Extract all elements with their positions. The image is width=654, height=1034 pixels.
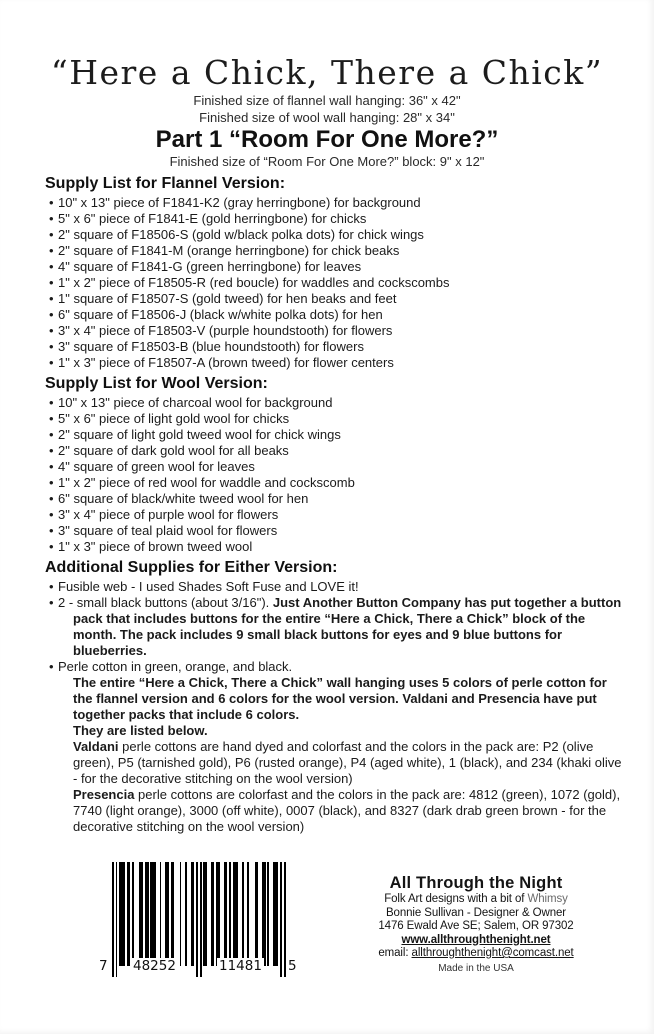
additional-section-heading: Additional Supplies for Either Version: [45, 559, 338, 576]
list-item: • 3" square of teal plaid wool for flowers [45, 523, 625, 539]
barcode-digit-left: 7 [99, 958, 108, 974]
email-label: email: [378, 947, 412, 959]
presencia-brand: Presencia [73, 787, 135, 802]
website-link: www.allthroughthenight.net [401, 933, 551, 946]
company-name: All Through the Night [389, 874, 563, 892]
barcode-digits-group2: 11481 [219, 958, 262, 974]
buttons-bold-text: Just Another Button Company has put together a button pack that includes buttons for the entire “Here a Chick, There a Chick” block of the month. The pack includes 9 small black buttons for eyes and 9 blue buttons for blueberries. [73, 595, 622, 658]
valdani-paragraph [73, 739, 625, 787]
list-item: • 10" x 13" piece of F1841-K2 (gray herringbone) for background [45, 195, 625, 211]
list-item: • 6" square of F18506-J (black w/white polka dots) for hen [45, 307, 625, 323]
presencia-colors: perle cottons are colorfast and the colors in the pack are: 4812 (green), 1072 (gold), 7740 (light orange), 3000 (off white), 0007 (black), and 8327 (dark drab green brown - for the decorative stitching on the wool version) [73, 787, 621, 834]
tagline-prefix: Folk Art designs with a bit of [384, 893, 528, 905]
perle-note-line: They are listed below. [73, 723, 208, 738]
list-item: • Fusible web - I used Shades Soft Fuse and LOVE it! [45, 579, 625, 595]
email-address: allthroughthenight@comcast.net [411, 947, 574, 959]
valdani-colors: perle cottons are hand dyed and colorfast and the colors in the pack are: P2 (olive green), P5 (tarnished gold), P6 (rusted orange), P4 (aged white), 1 (black), and 234 (khaki olive - for the decorative stitching on the wool version) [73, 739, 622, 786]
address-line: 1476 Ewald Ave SE; Salem, OR 97302 [378, 920, 574, 932]
presencia-paragraph [73, 787, 625, 835]
company-info [332, 874, 620, 975]
designer-line: Bonnie Sullivan - Designer & Owner [385, 906, 567, 919]
list-item: • 2" square of F18506-S (gold w/black polka dots) for chick wings [45, 227, 625, 243]
list-item: • 5" x 6" piece of F1841-E (gold herringbone) for chicks [45, 211, 625, 227]
list-item: • 5" x 6" piece of light gold wool for chicks [45, 411, 625, 427]
barcode-digits-group1: 48252 [133, 958, 176, 974]
flannel-size-line: Finished size of flannel wall hanging: 36" x 42" [193, 93, 461, 108]
list-item: • 2" square of F1841-M (orange herringbone) for chick beaks [45, 243, 625, 259]
upc-barcode [99, 862, 297, 977]
list-item: • 1" x 2" piece of F18505-R (red boucle) for waddles and cockscombs [45, 275, 625, 291]
list-item: • 2" square of dark gold wool for all beaks [45, 443, 625, 459]
list-item: • 10" x 13" piece of charcoal wool for background [45, 395, 625, 411]
header [0, 0, 654, 170]
list-item: • 1" x 3" piece of F18507-A (brown tweed) for flower centers [45, 355, 625, 371]
list-item: • 3" x 4" piece of purple wool for flowers [45, 507, 625, 523]
perle-note-paragraph: The entire “Here a Chick, There a Chick” wall hanging uses 5 colors of perle cotton for the flannel version and 6 colors for the wool version. Valdani and Presencia have put together packs that include 6 colors. [73, 675, 607, 722]
company-tagline [332, 893, 620, 907]
additional-supply-list [45, 579, 625, 675]
wool-size-line: Finished size of wool wall hanging: 28" x 34" [199, 110, 455, 125]
list-item: • 4" square of green wool for leaves [45, 459, 625, 475]
list-item: • 1" square of F18507-S (gold tweed) for hen beaks and feet [45, 291, 625, 307]
made-in-usa-line: Made in the USA [438, 962, 514, 974]
list-item: • 4" square of F1841-G (green herringbone) for leaves [45, 259, 625, 275]
block-size-line: Finished size of “Room For One More?” block: 9" x 12" [169, 154, 485, 169]
tagline-accent: Whimsy [527, 893, 568, 905]
list-item: • 1" x 2" piece of red wool for waddle and cockscomb [45, 475, 625, 491]
email-line [332, 947, 620, 961]
list-item: • 3" x 4" piece of F18503-V (purple houndstooth) for flowers [45, 323, 625, 339]
list-item: • 6" square of black/white tweed wool for hen [45, 491, 625, 507]
list-item: • Perle cotton in green, orange, and black. [45, 659, 625, 675]
content [45, 174, 625, 835]
page-title: “Here a Chick, There a Chick” [50, 53, 604, 92]
flannel-supply-list [45, 195, 625, 371]
flannel-section-heading: Supply List for Flannel Version: [45, 175, 286, 192]
list-item: • 1" x 3" piece of brown tweed wool [45, 539, 625, 555]
buttons-text: 2 - small black buttons (about 3/16"). [58, 595, 273, 610]
part-title: Part 1 “Room For One More?” [155, 126, 499, 153]
wool-supply-list [45, 395, 625, 555]
barcode-digit-right: 5 [288, 958, 297, 974]
list-item: • 2" square of light gold tweed wool for chick wings [45, 427, 625, 443]
list-item-buttons [45, 595, 625, 659]
wool-section-heading: Supply List for Wool Version: [45, 375, 268, 392]
valdani-brand: Valdani [73, 739, 119, 754]
list-item: • 3" square of F18503-B (blue houndstooth) for flowers [45, 339, 625, 355]
